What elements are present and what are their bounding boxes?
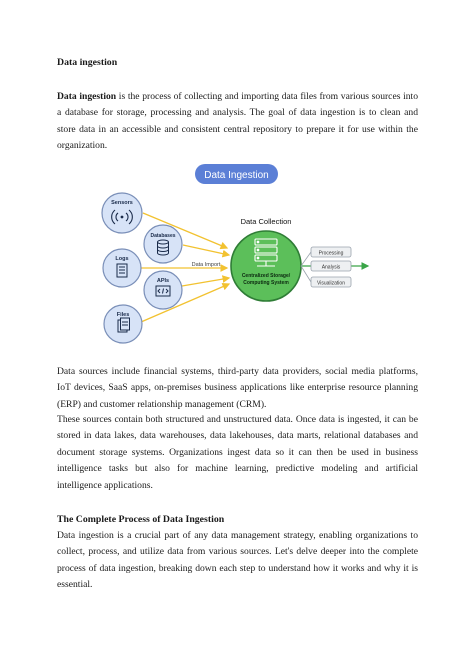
data-import-label: Data Import bbox=[191, 262, 221, 268]
source-sensors bbox=[102, 193, 142, 233]
data-ingestion-diagram bbox=[95, 160, 385, 360]
sources-paragraph: Data sources include financial systems, third-party data providers, social media platforms, IoT devices, SaaS apps, on-premises business applications like enterprise resource planning (ERP) and customer relationship management (CRM). bbox=[57, 366, 418, 410]
source-apis bbox=[144, 271, 182, 309]
structure-paragraph: These sources contain both structured and unstructured data. Once data is ingested, it can be stored in data lakes, data warehouses, data lakehouses, data marts, relational databases and document storage systems. Organizations ingest data so it can then be used in business intelligence tasks but also for machine learning, predictive modeling and artificial intelligence applications. bbox=[57, 414, 418, 491]
output-analysis bbox=[311, 261, 351, 271]
source-logs bbox=[103, 249, 141, 287]
source-files bbox=[104, 305, 142, 343]
output-label: Analysis bbox=[321, 264, 341, 271]
output-label: Visualization bbox=[317, 280, 345, 287]
diagram-svg bbox=[95, 160, 385, 360]
source-databases bbox=[144, 225, 182, 263]
page-title: Data ingestion bbox=[57, 57, 118, 68]
data-collection-label: Data Collection bbox=[240, 217, 292, 226]
intro-paragraph bbox=[57, 89, 418, 155]
source-label: APIs bbox=[156, 278, 170, 284]
intro-body: is the process of collecting and importing data files from various sources into a database for storage, processing and analysis. The goal of data ingestion is to clean and store data in an accessible and consistent central repository to prepare it for use within the organization. bbox=[57, 91, 419, 152]
arrow-apis bbox=[182, 278, 229, 286]
source-label: Files bbox=[116, 312, 130, 318]
source-label: Sensors bbox=[111, 200, 133, 206]
centralized-storage-node bbox=[231, 231, 301, 301]
output-label: Processing bbox=[318, 250, 344, 257]
source-label: Logs bbox=[115, 256, 129, 262]
connector-visualization bbox=[301, 266, 311, 282]
connector-processing bbox=[301, 252, 311, 266]
output-processing bbox=[311, 247, 351, 257]
center-label-line1: Centralized Storage/ bbox=[241, 273, 291, 279]
section-heading: The Complete Process of Data Ingestion bbox=[57, 514, 225, 525]
source-label: Databases bbox=[150, 233, 176, 239]
intro-lead: Data ingestion bbox=[57, 91, 117, 102]
output-visualization bbox=[311, 277, 351, 287]
center-label-line2: Computing System bbox=[243, 280, 289, 286]
process-paragraph: Data ingestion is a crucial part of any data management strategy, enabling organizations to collect, process, and utilize data from various sources. Let's delve deeper into the complete process of data ingestion, breaking down each step to understand how it works and why it is essential. bbox=[57, 530, 418, 591]
diagram-title: Data Ingestion bbox=[204, 170, 269, 181]
